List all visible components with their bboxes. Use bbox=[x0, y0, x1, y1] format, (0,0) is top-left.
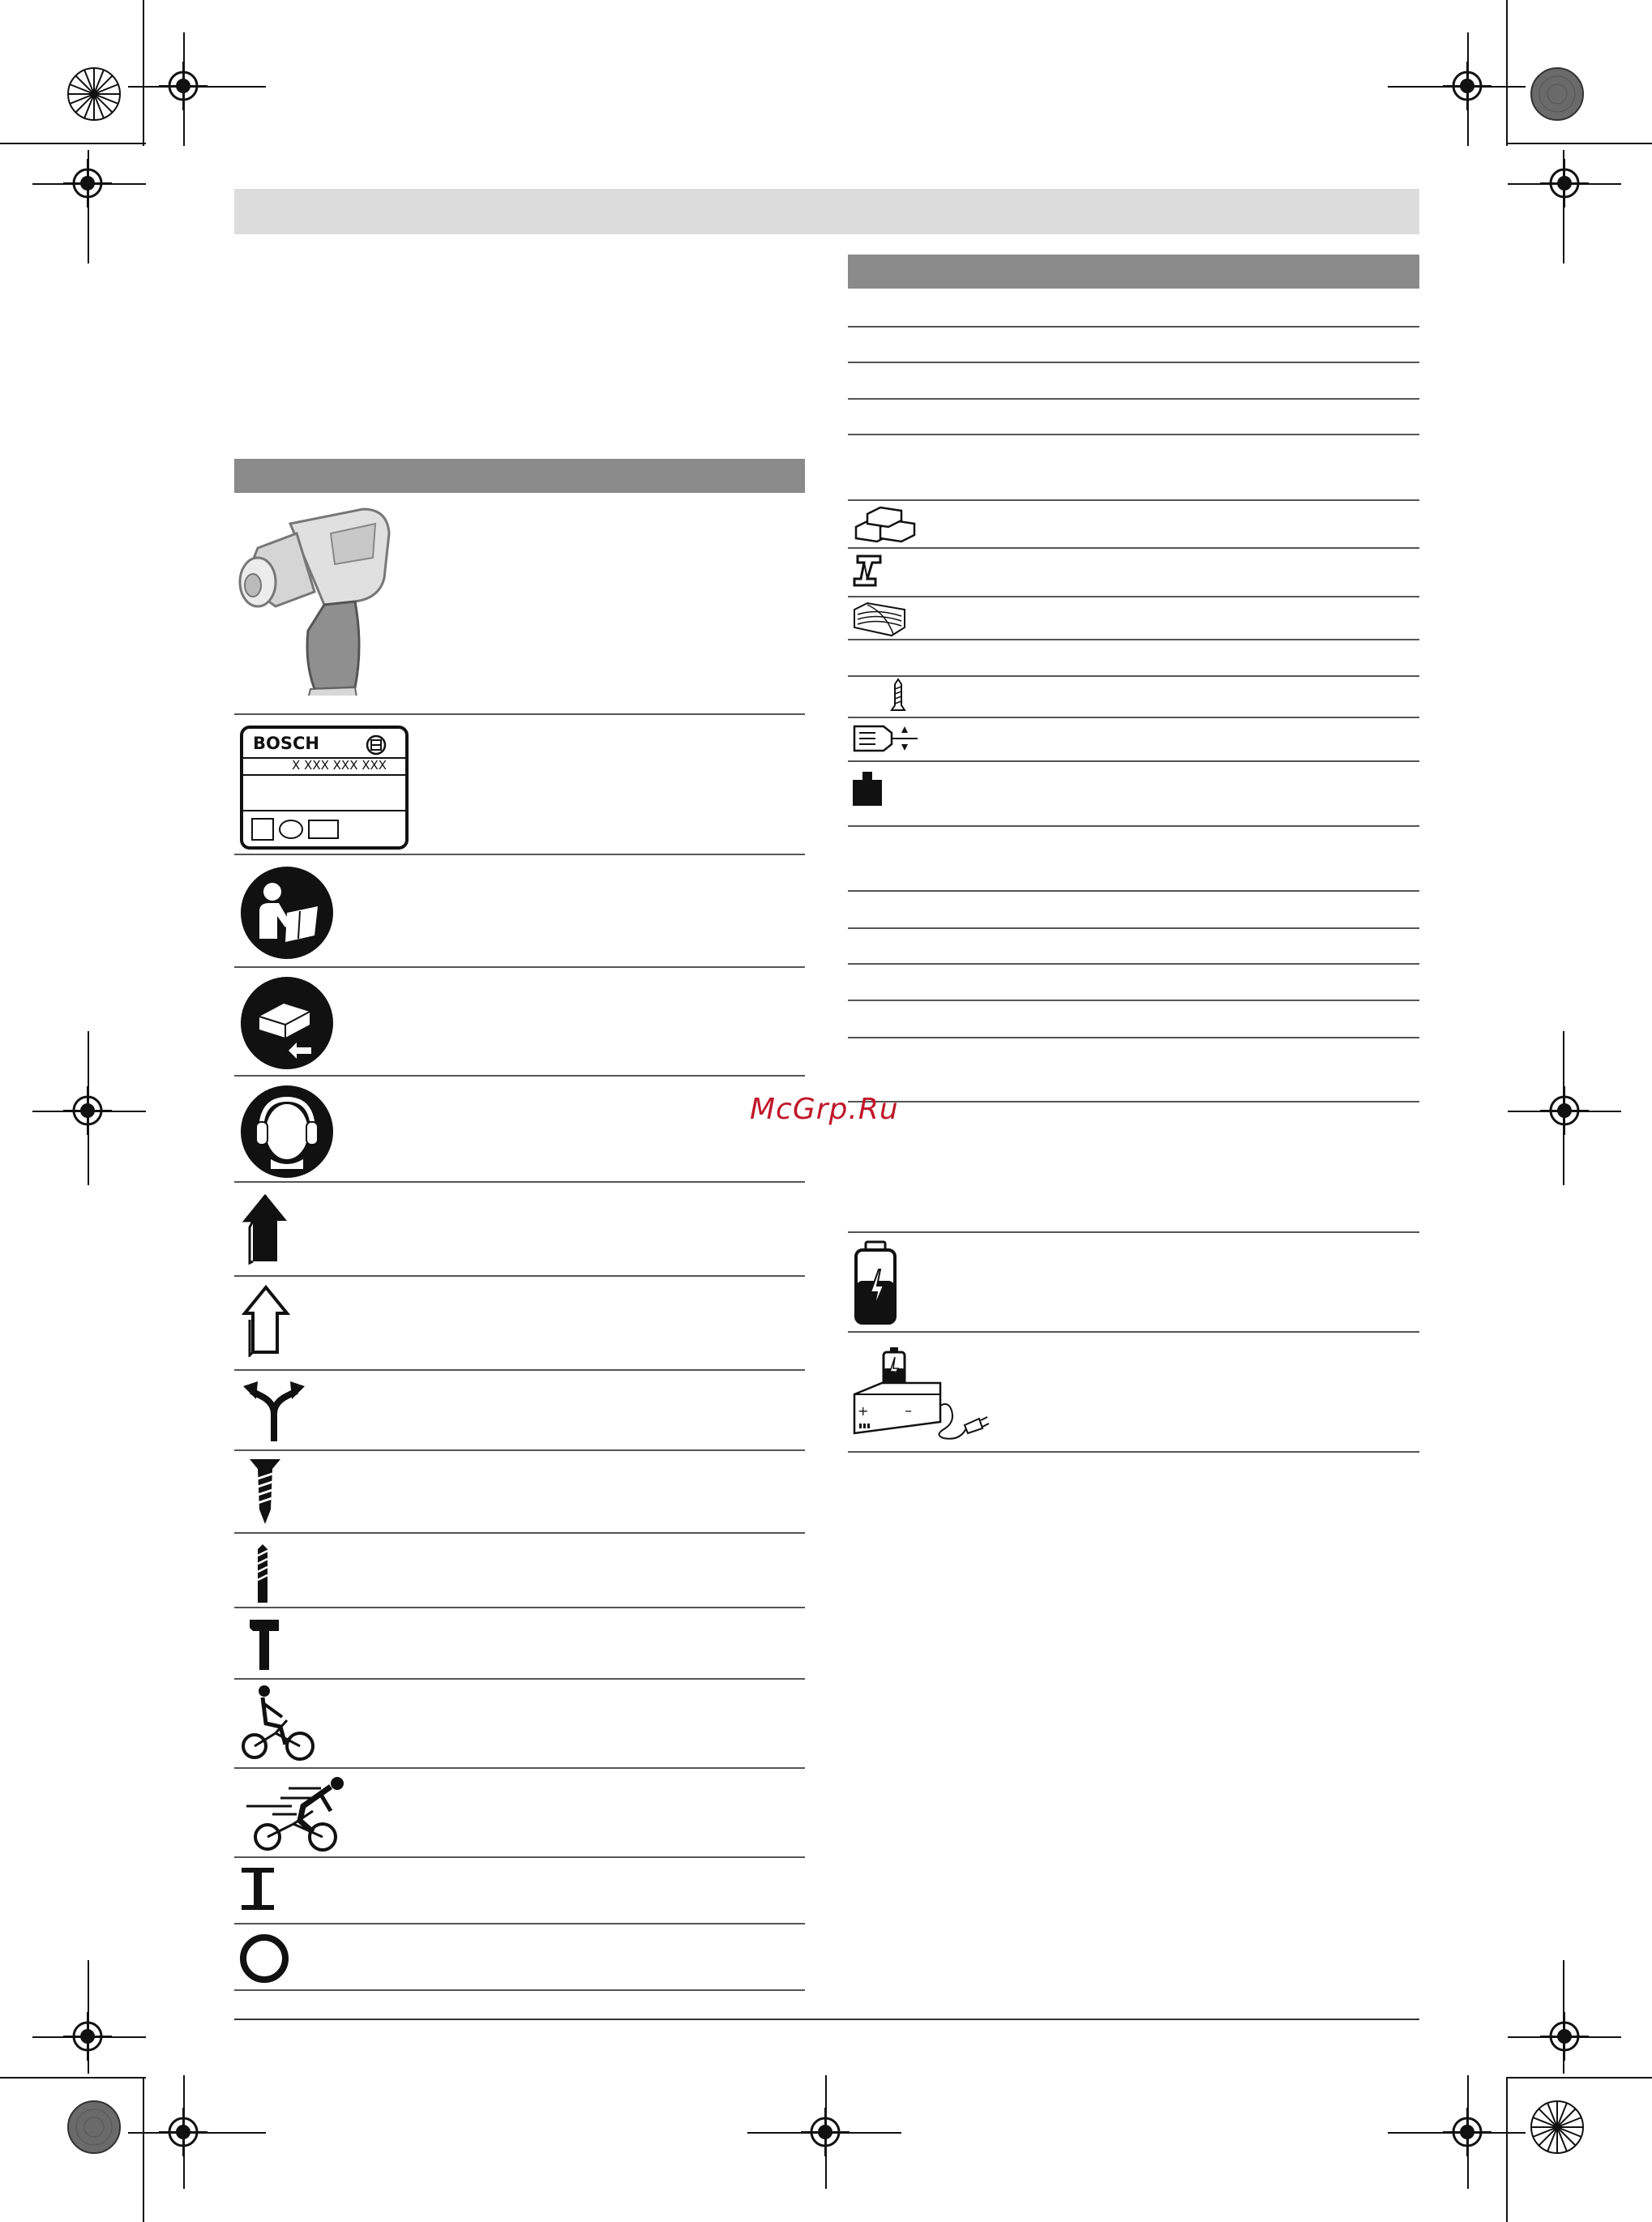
left-section-bar bbox=[234, 459, 805, 493]
battery-charger-icon bbox=[853, 1344, 991, 1445]
arrow-up-outline-icon bbox=[242, 1284, 290, 1357]
masonry-bricks-icon bbox=[853, 503, 918, 545]
header-bar bbox=[234, 189, 1419, 234]
type-plate-article-number: X XXX XXX XXX bbox=[292, 758, 387, 773]
svg-text:+: + bbox=[858, 1403, 869, 1419]
read-manual-icon bbox=[240, 866, 334, 960]
wood-icon bbox=[853, 602, 906, 637]
hammer-icon bbox=[246, 1616, 282, 1673]
watermark: McGrp.Ru bbox=[750, 1093, 899, 1126]
drill-bit-icon bbox=[253, 1544, 272, 1604]
type-plate-brand: BOSCH bbox=[253, 734, 319, 753]
screw-diameter-icon bbox=[888, 678, 908, 713]
off-circle-icon bbox=[238, 1933, 290, 1984]
arrow-up-filled-icon bbox=[242, 1192, 290, 1265]
cyclist-slow-icon bbox=[240, 1685, 318, 1762]
svg-text:–: – bbox=[905, 1402, 912, 1419]
footer-rule bbox=[234, 2019, 1419, 2020]
weight-icon bbox=[851, 770, 884, 807]
cyclist-fast-icon bbox=[240, 1775, 349, 1853]
bosch-logo-icon bbox=[365, 734, 387, 756]
drill-driver-illustration bbox=[233, 501, 396, 696]
on-line-icon bbox=[240, 1866, 276, 1912]
steel-beam-icon bbox=[853, 553, 885, 589]
battery-remove-icon bbox=[240, 976, 334, 1070]
hearing-protection-icon bbox=[240, 1085, 334, 1179]
fork-direction-icon bbox=[240, 1378, 308, 1443]
chuck-range-icon bbox=[853, 721, 919, 756]
screw-icon bbox=[248, 1458, 282, 1526]
right-section-bar bbox=[848, 255, 1419, 289]
type-plate-icon bbox=[240, 726, 409, 850]
battery-icon bbox=[853, 1240, 898, 1326]
